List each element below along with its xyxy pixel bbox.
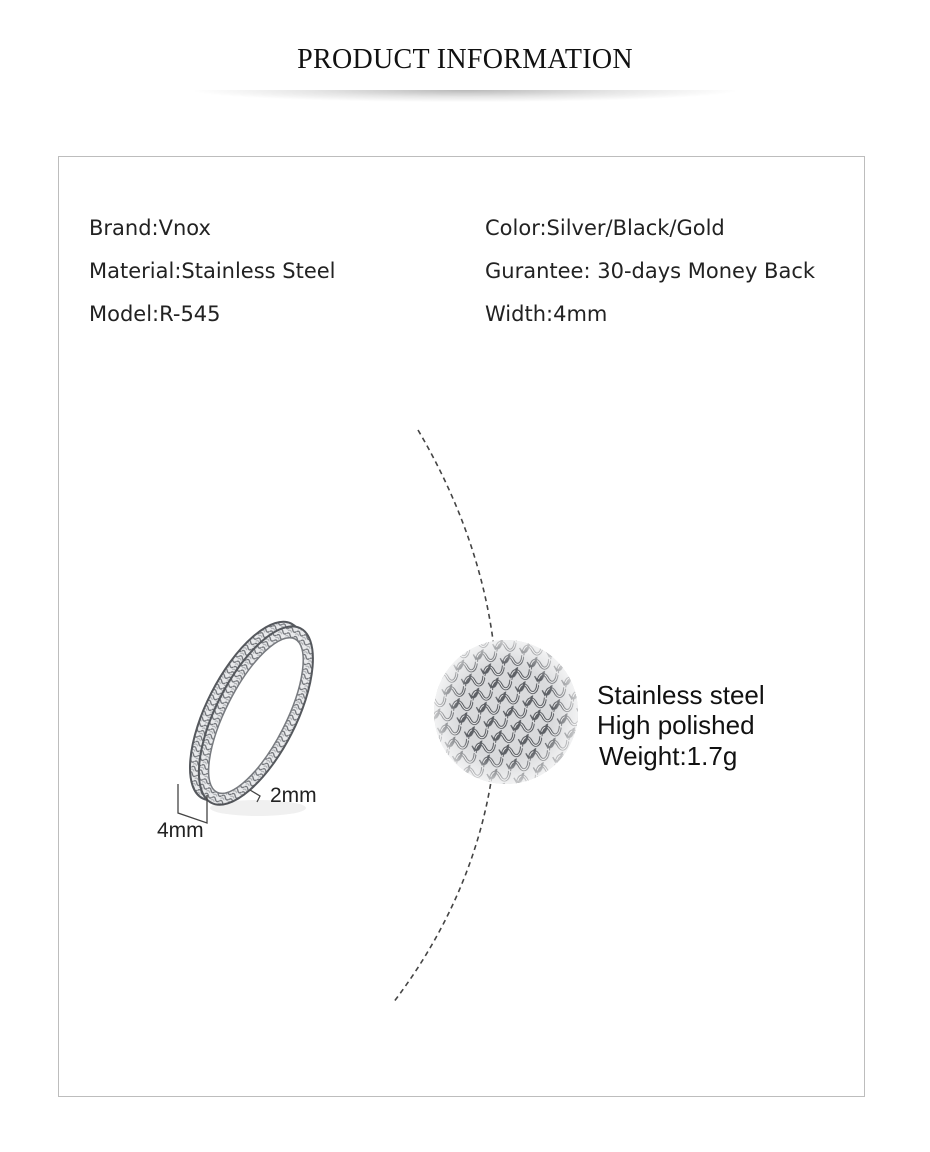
ring-thickness-label: 2mm xyxy=(270,784,317,807)
mesh-detail-circle xyxy=(420,630,600,800)
spec-color: Color:Silver/Black/Gold xyxy=(485,216,725,240)
detail-caption-finish: High polished xyxy=(597,710,755,740)
detail-caption-material: Stainless steel xyxy=(597,680,765,710)
spec-material: Material:Stainless Steel xyxy=(89,259,336,283)
ring-width-label: 4mm xyxy=(157,819,204,842)
detail-caption-weight: Weight:1.7g xyxy=(599,741,738,771)
page-title: PRODUCT INFORMATION xyxy=(297,44,633,75)
spec-model: Model:R-545 xyxy=(89,302,221,326)
spec-brand: Brand:Vnox xyxy=(89,216,211,240)
spec-width: Width:4mm xyxy=(485,302,608,326)
spec-guarantee: Gurantee: 30-days Money Back xyxy=(485,259,816,283)
